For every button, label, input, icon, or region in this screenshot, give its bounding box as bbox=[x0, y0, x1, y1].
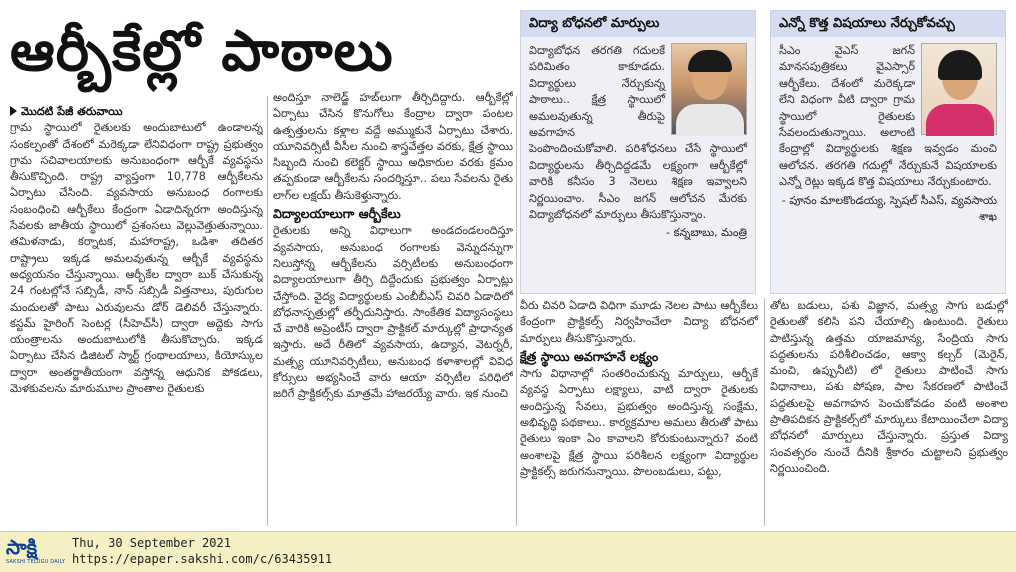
article-paragraph: అందిస్తూ నాలెడ్జ్ హబ్‌లుగా తీర్చిదిద్దారు. ఆర్బీకేల్లో ఏర్పాటు చేసిన కొనుగోలు కేంద్రాల ద్వారా పంటల ఉత్పత్తులను కళ్లాల వద్దే అమ్ముకునే ఏర్పాటు చేశారు. యూనివర్సిటీ వీసీల నుంచి శాస్త్రవేత్తల వరకు, క్షేత్ర స్థాయి సిబ్బంది నుంచి కలెక్టర్ స్థాయి అధికారుల వరకు క్రమం తప్పకుండా ఆర్బీకేలను సందర్శిస్తూ.. పలు సేవలను రైతు లాగ్‌ల లక్షయ్ తీసుకెళ్తున్నారు. bbox=[273, 91, 513, 202]
article-column-4 bbox=[770, 298, 1008, 524]
sidebar-box-special-cs bbox=[770, 10, 1006, 294]
logo-text: సాక్షి bbox=[6, 535, 38, 559]
article-paragraph: గ్రామ స్థాయిలో రైతులకు అందుబాటులో ఉండాలన్న సంకల్పంతో దేశంలో మరెక్కడా లేనివిధంగా రాష్ట్ర ప్రభుత్వం గ్రామ సచివాలయాలకు అనుబంధంగా ఆర్బీకే వ్యవస్థను తీసుకొచ్చింది. రాష్ట్ర వ్యాప్తంగా 10,778 ఆర్బీకేలను ఏర్పాటు చేసింది. వ్యవసాయ అనుబంధ రంగాలకు సంబంధించి ఆర్బీకేలు కేంద్రంగా ఏడాదిన్నరగా అందిస్తున్న సేవలకు జాతీయ స్థాయిలో ప్రశంసలు వెల్లువెత్తుతున్నాయి. తమిళనాడు, కర్నాటక, మహారాష్ట్ర, ఒడిశా తదితర రాష్ట్రాలు ఇక్కడ అమలవుతున్న ఆర్బీకే వ్యవస్థను అధ్యయనం చేస్తున్నాయి. ఆర్బీకేల ద్వారా బుక్ చేసుకున్న 24 గంటల్లోనే సబ్సిడీ, నాన్ సబ్సిడీ విత్తనాలు, పురుగుల మందులతో పాటు ఎరువులను డోర్ డెలివరీ చేస్తున్నారు. కస్టమ్ హైరింగ్ సెంటర్ల (సీహెచ్‌సీ) ద్వారా అద్దెకు సాగు యంత్రాలను అందుబాటులోకి తీసుకొచ్చారు. ఇక్కడ ఏర్పాటు చేసిన డిజిటల్ స్మార్ట్ గ్రంథాలయాలు, కియోస్కుల ద్వారా అంతర్జాతీయంగా వస్తోన్న ఆధునిక పోకడలు, మెళకువలను మారుమూల ప్రాంతాల రైతులకు bbox=[10, 121, 263, 396]
article-paragraph: సాగు విధానాల్లో సంతరించుకున్న మార్పులు, ఆర్బీకే వ్యవస్థ ఏర్పాటు లక్ష్యాలు, వాటి ద్వారా రైతులకు అందిస్తున్న సేవలు, ప్రభుత్వం అందిస్తున్న సంక్షేమ, అభివృద్ధి పథకాలు.. కార్యక్రమాల అమలు తీరుతో పాటు రైతులు ఇంకా ఏం కావాలని కోరుకుంటున్నారు? వంటి అంశాలపై క్షేత్ర స్థాయి పరిశీలన లక్ష్యంగా విద్యార్థుల ప్రాక్టికల్స్ జరుగనున్నాయి. పొలంబడులు, పట్టు, bbox=[520, 367, 758, 478]
portrait-photo bbox=[671, 43, 747, 135]
box-body bbox=[771, 37, 1005, 231]
continuation-label bbox=[10, 104, 263, 120]
column-divider bbox=[764, 298, 765, 526]
footer-bar bbox=[0, 531, 1016, 572]
sidebar-box-minister bbox=[520, 10, 756, 294]
box-title: ఎన్నో కొత్త విషయాలు నేర్చుకోవచ్చు bbox=[771, 11, 1005, 37]
box-body bbox=[521, 37, 755, 248]
publication-date: Thu, 30 September 2021 bbox=[72, 536, 231, 550]
subheading-vidyalayalu: విద్యాలయాలుగా ఆర్బీకేలు bbox=[273, 206, 401, 222]
box-byline: - కన్నబాబు, మంత్రి bbox=[666, 226, 747, 240]
box-title: విద్యా బోధనలో మార్పులు bbox=[521, 11, 755, 37]
portrait-shirt bbox=[926, 104, 994, 136]
continuation-label-text: మొదటి పేజీ తరువాయి bbox=[21, 105, 123, 118]
article-paragraph: తోట బడులు, పశు విజ్ఞాన, మత్స్య సాగు బడుల్లో రైతులతో కలిసి పని చేయాల్సి ఉంటుంది. రైతులు పాటిస్తున్న ఉత్తమ యాజమాన్య, సేంద్రియ సాగు పద్ధతులను పరిశీలించడం, ఆక్వా కల్చర్ (మెరైన్, మంచి, ఉప్పునీటి) లో రైతులు పాటించే సాగు విధానాలు, పశు పోషణ, పాల సేకరణలో పాటించే పద్ధతులపై అవగాహన పెంచుకోవడం వంటి అంశాల ప్రాతిపదికన ప్రాక్టికల్స్‌లో మార్కులు కేటాయించేలా విద్యా బోధనలో మార్పులు చేస్తున్నారు. ప్రస్తుత విద్యా సంవత్సరం నుంచే దీనికి శ్రీకారం చుట్టాలని ప్రభుత్వం నిర్ణయించింది. bbox=[770, 299, 1008, 475]
logo-subtext: SAKSHI TELUGU DAILY bbox=[6, 559, 66, 565]
epaper-link[interactable]: https://epaper.sakshi.com/c/63435911 bbox=[72, 552, 333, 566]
arrow-right-icon bbox=[10, 106, 17, 116]
article-paragraph: వీరు చివరి ఏడాది విధిగా మూడు నెలల పాటు ఆర్బీకేలు కేంద్రంగా ప్రాక్టికల్స్ నిర్వహించేలా విద్యా బోధనలో మార్పులు తీసుకొస్తున్నారు. bbox=[520, 299, 758, 345]
portrait-photo bbox=[921, 43, 997, 135]
headline: ఆర్బీకేల్లో పాఠాలు bbox=[10, 19, 394, 84]
box-text: సీఎం వైఎస్ జగన్ మానసపుత్రికలు వైఎస్సార్ ఆర్బీకేలు. దేశంలో మరెక్కడా లేని విధంగా వీటి ద్వారా గ్రామ స్థాయిలో రైతులకు సేవలందుతున్నాయి. అలాంటి కేంద్రాల్లో విద్యార్థులకు శిక్షణ ఇవ్వడం మంచి ఆలోచన. తరగతి గదుల్లో నేర్చుకునే విషయాలకు ఎన్నో రెట్లు ఇక్కడ కొత్త విషయాలు నేర్చుకుంటారు. bbox=[779, 44, 997, 189]
article-column-2 bbox=[273, 90, 513, 524]
portrait-hair bbox=[688, 50, 732, 72]
sakshi-logo[interactable] bbox=[6, 535, 64, 569]
column-divider bbox=[267, 96, 268, 526]
box-text: విద్యాబోధన తరగతి గదులకే పరిమితం కాకూడదు. విద్యార్థులు నేర్చుకున్న పాఠాలు.. క్షేత్ర స్థాయిలో అమలవుతున్న తీరుపై అవగాహన పెంపొందించుకోవాలి. పరిశోధనలు చేసే స్థాయిలో విద్యార్థులను తీర్చిదిద్దడమే లక్ష్యంగా ఆర్బీకేల్లో వారికి కనీసం 3 నెలలు శిక్షణ ఇవ్వాలని నిర్ణయించాం. సీఎం జగన్ ఆలోచన మేరకు విద్యాబోధనలో మార్పులు తీసుకొస్తున్నాం. bbox=[529, 44, 747, 222]
column-divider bbox=[516, 96, 517, 526]
article-paragraph: రైతులకు అన్ని విధాలుగా అండదండలందిస్తూ వ్యవసాయ, అనుబంధ రంగాలకు వెన్నుదన్నుగా నిలుస్తోన్న ఆర్బీకేలను వర్సిటీలకు అనుబంధంగా విద్యాలయాలుగా తీర్చి దిద్దేందుకు ప్రభుత్వం ఏర్పాట్లు చేస్తోంది. వైద్య విద్యార్థులకు ఎంబీబీఎస్ చివరి ఏడాదిలో బోధనాస్పత్రుల్లో తర్ఫీదునిస్తారు. సాంకేతిక విద్యాసంస్థలు చే వారికి అప్రెంటీస్ ద్వారా ప్రాక్టికల్ మార్కుల్లో ప్రాధాన్యత ఇస్తారు. అదే రీతిలో వ్యవసాయ, ఉద్యాన, వెటర్నరీ, మత్స్య యూనివర్సిటీలు, అనుబంధ కళాశాలల్లో వివిధ కోర్సులు అభ్యసించే వారు ఆయా వర్సిటీల పరిధిలో జరిగే ప్రాక్టికల్స్‌కు మాత్రమే హాజరయ్యే వారు. ఇక నుంచి bbox=[273, 224, 513, 401]
portrait-shirt bbox=[676, 104, 744, 136]
article-column-1 bbox=[10, 104, 263, 524]
subheading-kshetra-sthayi: క్షేత్ర స్థాయి అవగాహనే లక్ష్యం bbox=[520, 348, 659, 364]
article-column-3 bbox=[520, 298, 758, 524]
box-byline: - పూనం మాలకొండయ్య, స్పెషల్ సీఎస్, వ్యవసాయ శాఖ bbox=[781, 193, 997, 224]
portrait-hair bbox=[938, 50, 982, 80]
